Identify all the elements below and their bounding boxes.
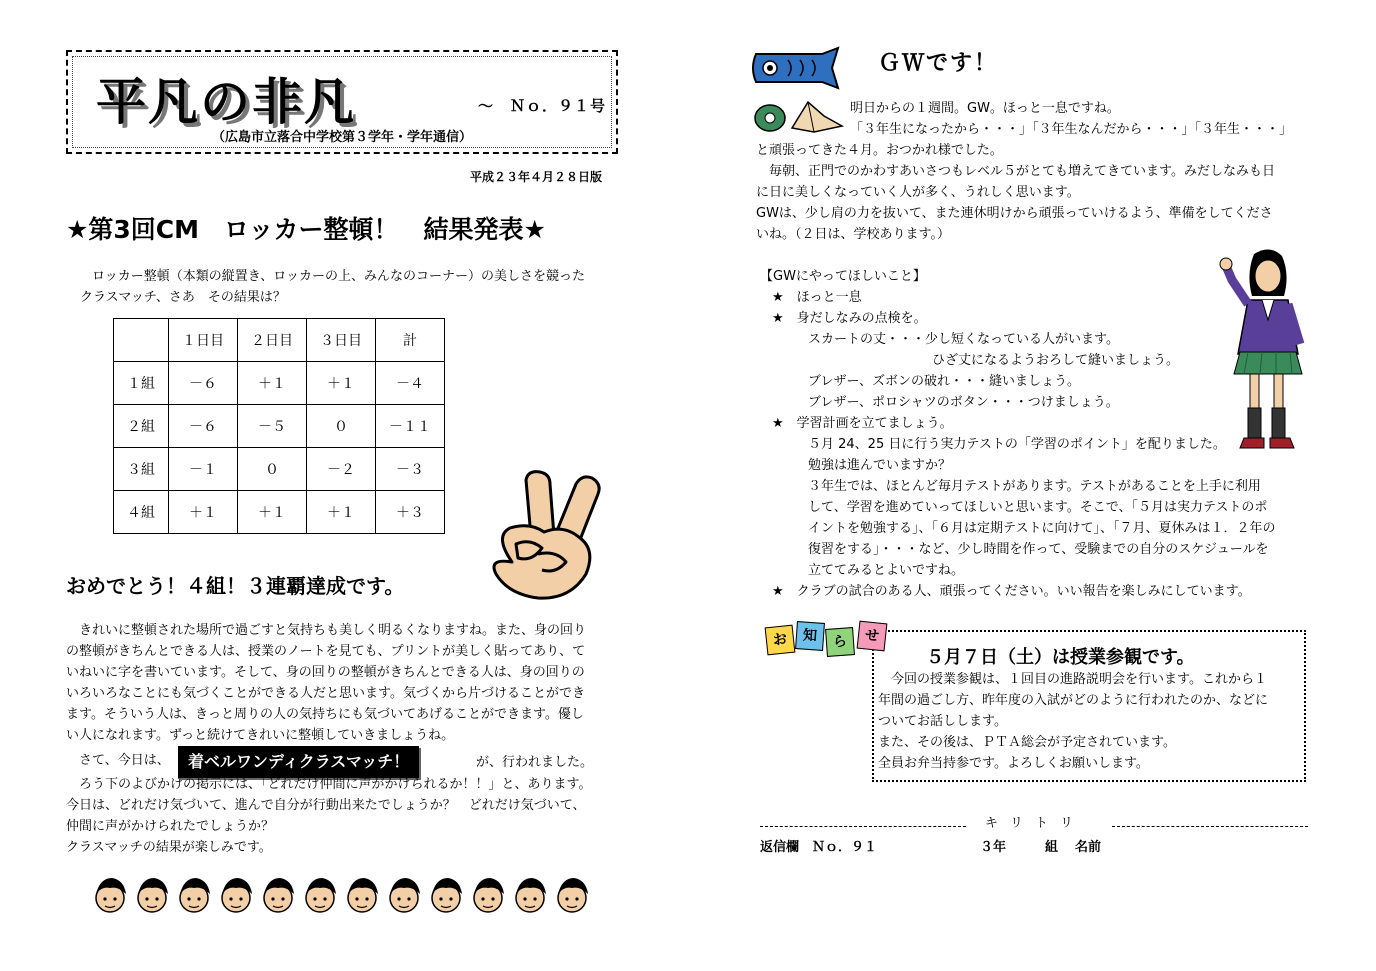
table-header-cell: １日目 [169, 319, 238, 362]
table-cell: ３組 [114, 448, 169, 491]
cm-intro-line: クラスマッチ、さあ その結果は？ [80, 290, 286, 305]
table-header-cell: ３日目 [307, 319, 376, 362]
notice-title: ５月７日（土）は授業参観です。 [926, 647, 1195, 668]
gw-list-item: ★ 身だしなみの点検を。 [772, 311, 927, 326]
cut-dashes [760, 826, 966, 827]
table-header-cell [114, 319, 169, 362]
body-line: の整頓がきちんとできる人は、授業のノートを見ても、プリントが美しく貼ってあり、て [66, 644, 586, 659]
gw-intro-line: に日に美しくなっていく人が多く、うれしく思います。 [756, 185, 1080, 200]
gw-intro-line: 「３年生になったから・・・」「３年生なんだから・・・」「３年生・・・」 [850, 122, 1293, 137]
gw-list-item: 立ててみるとよいですね。 [808, 563, 965, 578]
reply-label: 返信欄 Ｎｏ．９１ [760, 840, 878, 855]
table-cell: －１ [169, 448, 238, 491]
gw-list-item: ５月 24、25 日に行う実力テストの「学習のポイント」を配りました。 [808, 437, 1226, 452]
table-cell: ＋１ [238, 362, 307, 405]
body-line: 今日は、どれだけ気づいて、進んで自分が行動出来たでしょうか？ どれだけ気づいて、 [66, 798, 586, 813]
body-line: いねいに字を書いています。そして、身の回りの整頓がきちんとできる人は、身の回りの [66, 665, 585, 680]
table-cell: －６ [169, 362, 238, 405]
table-cell: －３ [376, 448, 445, 491]
table-cell: ２組 [114, 405, 169, 448]
gw-list-item: スカートの丈・・・少し短くなっている人がいます。 [808, 332, 1119, 347]
reply-class: 組 [1045, 840, 1059, 855]
table-cell: ＋３ [376, 491, 445, 534]
gw-list-heading: 【GWにやってほしいこと】 [760, 269, 926, 284]
gw-list-item: ３年生では、ほとんど毎月テストがあります。テストがあることを上手に利用 [808, 479, 1261, 494]
table-cell: －４ [376, 362, 445, 405]
cut-dashes [1112, 826, 1308, 827]
student-girl-icon [1218, 244, 1314, 456]
table-cell: ＋１ [307, 491, 376, 534]
table-cell: ＋１ [307, 362, 376, 405]
congrats-heading: おめでとう！４組！３連覇達成です。 [66, 574, 405, 598]
kabuto-mochi-icon [752, 96, 848, 136]
table-header-cell: ２日目 [238, 319, 307, 362]
notice-line: 今回の授業参観は、１回目の進路説明会を行います。これから１ [878, 672, 1267, 687]
body-line: 仲間に声がかけられたでしょうか？ [66, 819, 275, 834]
gw-list-item: 復習をする」・・・など、少し時間を作って、受験までの自分のスケジュールを [808, 542, 1269, 557]
issue-date: 平成２３年４月２８日版 [470, 170, 603, 184]
body-line: クラスマッチの結果が楽しみです。 [66, 840, 272, 855]
table-cell: １組 [114, 362, 169, 405]
notice-badge [766, 620, 896, 660]
body-line: が、行われました。 [476, 755, 594, 770]
gw-title: ＧＷです！ [878, 51, 999, 76]
notice-line: ついてお話しします。 [878, 714, 1007, 729]
reply-grade: ３年 [980, 840, 1007, 855]
table-row [114, 491, 445, 534]
gw-intro-line: いね。（２日は、学校あります。） [756, 227, 950, 242]
gw-list-item: ★ 学習計画を立てましょう。 [772, 416, 953, 431]
gw-list-item: ブレザー、ポロシャツのボタン・・・つけましょう。 [808, 395, 1119, 410]
cm-intro-line: ロッカー整頓（本類の縦置き、ロッカーの上、みんなのコーナー）の美しさを競った [92, 269, 585, 284]
badge-letter: ら [825, 627, 855, 657]
gw-list-item: ★ クラブの試合のある人、頑張ってください。いい報告を楽しみにしています。 [772, 584, 1251, 599]
results-table [113, 318, 445, 534]
gw-list-item: して、学習を進めていってほしいと思います。そこで、「５月は実力テストのポ [808, 500, 1268, 515]
koinobori-icon [752, 44, 842, 94]
body-line: ろう下のよびかけの掲示には、「どれだけ仲間に声がかけられるか！！」と、あります。 [66, 777, 592, 792]
gw-intro-line: 毎朝、正門でのかわすあいさつもレベル５がとても増えてきています。みだしなみも日 [756, 164, 1275, 179]
masthead-title: 平凡の非凡 [96, 73, 356, 131]
badge-letter: 知 [795, 621, 825, 651]
body-line: い人になれます。ずっと続けてきれいに整頓していきましょうね。 [66, 728, 455, 743]
issue-number: ～ Ｎｏ．９１号 [478, 97, 607, 115]
table-row [114, 448, 445, 491]
class-match-banner: 着ベルワンディクラスマッチ！ [178, 746, 419, 778]
table-cell: －５ [238, 405, 307, 448]
body-line: ます。そういう人は、きっと周りの人の気持ちにも気づいてあげることができます。優し [66, 707, 584, 722]
table-cell: －６ [169, 405, 238, 448]
badge-letter: お [765, 625, 796, 656]
table-header-row [114, 319, 445, 362]
children-faces-icon [92, 872, 602, 918]
masthead-subtitle: （広島市立落合中学校第３学年・学年通信） [212, 130, 473, 145]
gw-list-item: 勉強は進んでいますか？ [808, 458, 952, 473]
gw-intro-line: 明日からの１週間。GW。ほっと一息ですね。 [850, 101, 1120, 116]
gw-list-item: ひざ丈になるようおろして縫いましょう。 [932, 353, 1180, 368]
notice-line: 全員お弁当持参です。よろしくお願いします。 [878, 756, 1149, 771]
gw-intro-line: と頑張ってきた４月。おつかれ様でした。 [756, 143, 1003, 158]
table-cell: －１１ [376, 405, 445, 448]
gw-intro-line: GWは、少し肩の力を抜いて、また連休明けから頑張っていけるよう、準備をしてくださ [756, 206, 1273, 221]
table-row [114, 405, 445, 448]
gw-list-item: イントを勉強する」、「６月は定期テストに向けて」、「７月、夏休みは１．２年の [808, 521, 1276, 536]
badge-letter: せ [857, 621, 888, 652]
table-cell: ０ [307, 405, 376, 448]
body-line: きれいに整頓された場所で過ごすと気持ちも美しく明るくなりますね。また、身の回り [66, 623, 587, 638]
table-cell: ４組 [114, 491, 169, 534]
gw-list-item: ★ ほっと一息 [772, 290, 862, 305]
cm-heading: ★第3回CM ロッカー整頓！ 結果発表★ [66, 215, 546, 244]
table-row [114, 362, 445, 405]
body-line: さて、今日は、 [66, 753, 170, 768]
table-header-cell: 計 [376, 319, 445, 362]
gw-list-item: ブレザー、ズボンの破れ・・・縫いましょう。 [808, 374, 1080, 389]
table-cell: ＋１ [169, 491, 238, 534]
reply-name: 名前 [1075, 840, 1102, 855]
notice-line: 年間の過ごし方、昨年度の入試がどのように行われたのか、などに [878, 693, 1269, 708]
body-line: いろいろなことにも気づくことができる人だと思います。気づくから片づけることができ [66, 686, 585, 701]
cut-here-label: キリトリ [985, 816, 1086, 831]
table-cell: ０ [238, 448, 307, 491]
table-cell: ＋１ [238, 491, 307, 534]
notice-line: また、その後は、ＰＴＡ総会が予定されています。 [878, 735, 1176, 750]
peace-hand-icon [472, 466, 624, 606]
table-cell: －２ [307, 448, 376, 491]
